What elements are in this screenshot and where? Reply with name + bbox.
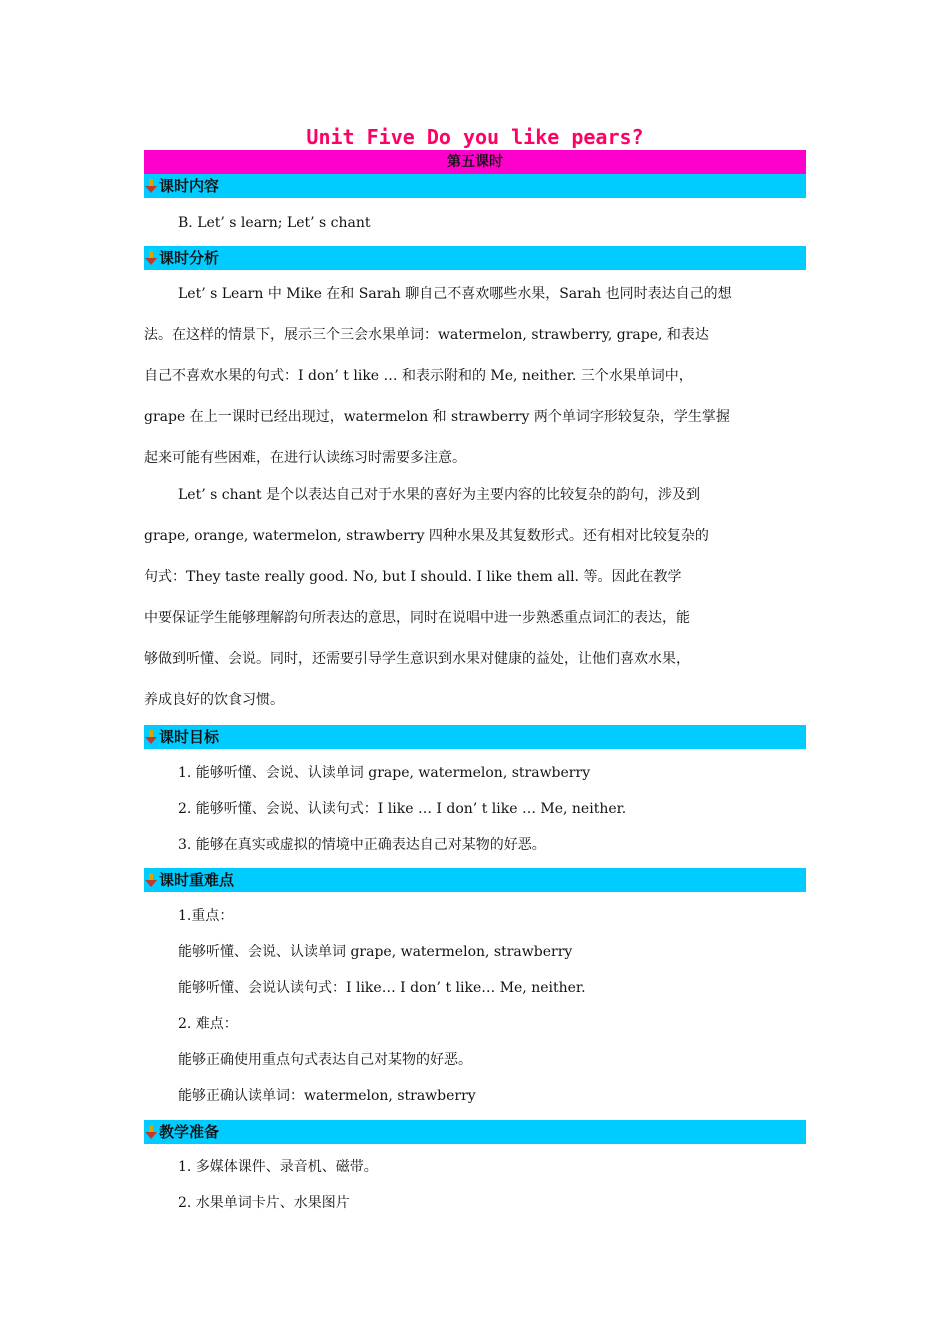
- text-line: 起来可能有些困难，在进行认读练习时需要多注意。: [144, 450, 466, 466]
- text-line: 1. 多媒体课件、录音机、磁带。: [178, 1159, 378, 1175]
- section-header-analysis: [144, 246, 806, 270]
- section-header-prep: [144, 1120, 806, 1144]
- text-line: 自己不喜欢水果的句式：I don’ t like … 和表示附和的 Me, neither. 三个水果单词中，: [144, 368, 693, 384]
- text-line: 句式：They taste really good. No, but I should. I like them all. 等。因此在教学: [144, 569, 682, 585]
- text-line: 2. 难点：: [178, 1016, 238, 1032]
- text-line: grape, orange, watermelon, strawberry 四种水果及其复数形式。还有相对比较复杂的: [144, 528, 709, 544]
- down-arrow-icon: [144, 729, 158, 745]
- section-heading: 教学准备: [159, 1123, 220, 1141]
- text-line: 1. 能够听懂、会说、认读单词 grape, watermelon, strawberry: [178, 765, 591, 781]
- text-line: 2. 水果单词卡片、水果图片: [178, 1195, 350, 1211]
- text-line: 能够听懂、会说、认读单词 grape, watermelon, strawberry: [178, 944, 573, 960]
- section-heading: 课时目标: [159, 728, 220, 746]
- lesson-number-bar: 第五课时: [144, 150, 806, 174]
- text-line: Let’ s chant 是个以表达自己对于水果的喜好为主要内容的比较复杂的韵句，涉及到: [178, 487, 701, 503]
- document-title: Unit Five Do you like pears?: [306, 125, 644, 149]
- text-line: 中要保证学生能够理解韵句所表达的意思，同时在说唱中进一步熟悉重点词汇的表达，能: [144, 610, 690, 626]
- down-arrow-icon: [144, 178, 158, 194]
- down-arrow-icon: [144, 872, 158, 888]
- section-heading: 课时重难点: [159, 871, 235, 889]
- section-heading: 课时分析: [159, 249, 220, 267]
- text-line: 1.重点：: [178, 908, 234, 924]
- text-line: 能够正确认读单词：watermelon, strawberry: [178, 1088, 476, 1104]
- section-header-keypoints: [144, 868, 806, 892]
- text-line: 养成良好的饮食习惯。: [144, 692, 284, 708]
- text-line: Let’ s Learn 中 Mike 在和 Sarah 聊自己不喜欢哪些水果，Sarah 也同时表达自己的想: [178, 286, 732, 302]
- text-line: 3. 能够在真实或虚拟的情境中正确表达自己对某物的好恶。: [178, 837, 546, 853]
- text-line: grape 在上一课时已经出现过，watermelon 和 strawberry 两个单词字形较复杂，学生掌握: [144, 409, 730, 425]
- text-line: B. Let’ s learn; Let’ s chant: [178, 215, 371, 231]
- text-line: 能够正确使用重点句式表达自己对某物的好恶。: [178, 1052, 472, 1068]
- section-header-goals: [144, 725, 806, 749]
- text-line: 能够听懂、会说认读句式：I like… I don’ t like… Me, neither.: [178, 980, 586, 996]
- text-line: 2. 能够听懂、会说、认读句式：I like … I don’ t like … Me, neither.: [178, 801, 627, 817]
- text-line: 法。在这样的情景下，展示三个三会水果单词：watermelon, strawberry, grape, 和表达: [144, 327, 709, 343]
- section-heading: 课时内容: [159, 177, 220, 195]
- text-line: 够做到听懂、会说。同时，还需要引导学生意识到水果对健康的益处，让他们喜欢水果，: [144, 651, 690, 667]
- down-arrow-icon: [144, 250, 158, 266]
- section-header-content: [144, 174, 806, 198]
- down-arrow-icon: [144, 1124, 158, 1140]
